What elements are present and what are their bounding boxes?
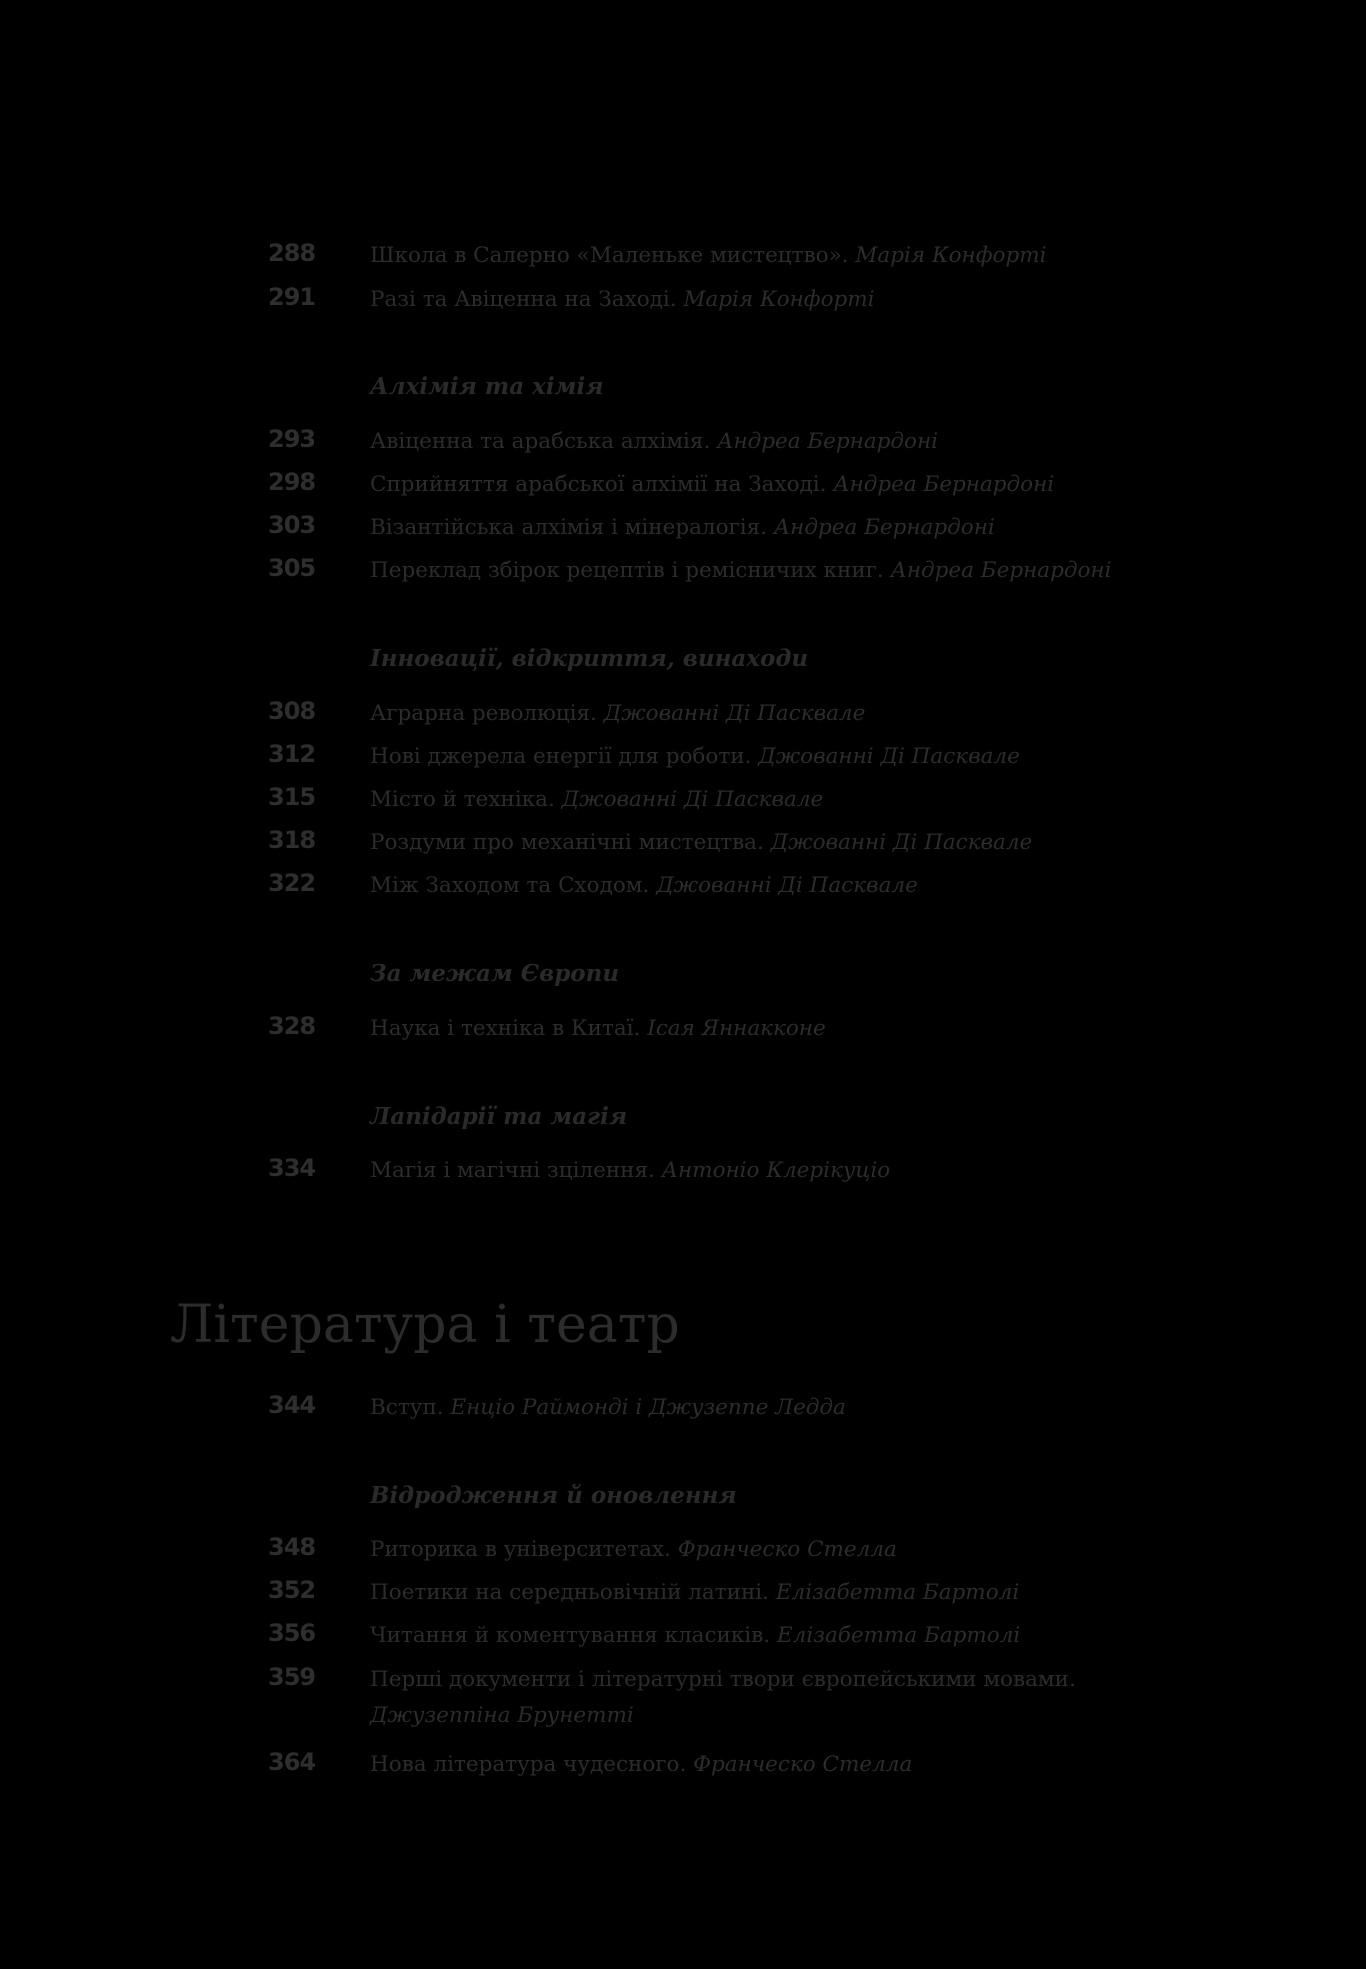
page-number: 364	[268, 1748, 316, 1776]
section-heading: За межам Європи	[370, 960, 620, 987]
page-number: 352	[268, 1576, 316, 1604]
toc-entry[interactable]	[0, 694, 1366, 738]
page-number: 315	[268, 783, 316, 811]
page-number: 334	[268, 1154, 316, 1182]
part-title: Література і театр	[170, 1295, 680, 1355]
entry-author: Андреа Бернардоні	[833, 472, 1055, 497]
toc-entry[interactable]	[0, 465, 1366, 509]
entry-text	[370, 1662, 1190, 1734]
entry-text	[370, 424, 1200, 460]
page-number: 344	[268, 1391, 316, 1419]
entry-author: Джованні Ді Пасквале	[758, 744, 1020, 769]
page-number: 303	[268, 511, 316, 539]
entry-text	[370, 696, 1200, 732]
toc-entry[interactable]	[0, 280, 1366, 324]
page-number: 318	[268, 826, 316, 854]
toc-entry[interactable]	[0, 422, 1366, 466]
entry-text	[370, 553, 1200, 589]
entry-title: Наука і техніка в Китаї.	[370, 1016, 641, 1041]
toc-entry[interactable]	[0, 1151, 1366, 1195]
toc-entry[interactable]	[0, 236, 1366, 280]
entry-title: Аграрна революція.	[370, 701, 597, 726]
entry-title: Вступ.	[370, 1395, 444, 1420]
entry-title: Риторика в університетах.	[370, 1537, 671, 1562]
entry-text	[370, 1747, 1200, 1783]
entry-author: Ісая Яннакконе	[647, 1016, 826, 1041]
entry-author: Андреа Бернардоні	[890, 558, 1112, 583]
entry-author: Джованні Ді Пасквале	[656, 873, 918, 898]
entry-text	[370, 282, 1200, 318]
entry-author: Джованні Ді Пасквале	[561, 787, 824, 812]
section-heading: Лапідарії та магія	[370, 1103, 628, 1130]
entry-title: Перші документи і літературні твори європейськими мовами.	[370, 1667, 1076, 1692]
entry-author: Марія Конфорті	[683, 287, 875, 312]
entry-text	[370, 1011, 1200, 1047]
entry-title: Магія і магічні зцілення.	[370, 1158, 655, 1183]
page-number: 305	[268, 554, 316, 582]
entry-title: Авіценна та арабська алхімія.	[370, 429, 711, 454]
entry-text	[370, 1575, 1200, 1611]
page-number: 312	[268, 740, 316, 768]
entry-text	[370, 467, 1200, 503]
toc-entry[interactable]	[0, 780, 1366, 824]
entry-title: Місто й техніка.	[370, 787, 555, 812]
entry-text	[370, 238, 1200, 274]
entry-author: Енціо Раймонді і Джузеппе Ледда	[450, 1395, 846, 1420]
page-number: 291	[268, 283, 316, 311]
section-heading: Алхімія та хімія	[370, 373, 604, 400]
entry-text	[370, 1532, 1200, 1568]
toc-entry[interactable]	[0, 1009, 1366, 1053]
entry-text	[370, 825, 1200, 861]
entry-title: Сприйняття арабської алхімії на Заході.	[370, 472, 827, 497]
toc-entry[interactable]	[0, 1616, 1366, 1660]
entry-title: Читання й коментування класиків.	[370, 1623, 771, 1648]
entry-author: Антоніо Клерікуціо	[661, 1158, 891, 1183]
entry-text	[370, 1618, 1200, 1654]
entry-title: Разі та Авіценна на Заході.	[370, 287, 677, 312]
entry-author: Франческо Стелла	[677, 1537, 897, 1562]
toc-entry[interactable]	[0, 1660, 1366, 1740]
page-number: 293	[268, 425, 316, 453]
page-number: 348	[268, 1533, 316, 1561]
page-number: 288	[268, 239, 316, 267]
section-heading: Інновації, відкриття, винаходи	[370, 645, 809, 672]
toc-entry[interactable]	[0, 551, 1366, 595]
entry-text	[370, 510, 1200, 546]
entry-title: Роздуми про механічні мистецтва.	[370, 830, 764, 855]
entry-text	[370, 1390, 1200, 1426]
entry-text	[370, 739, 1200, 775]
entry-title: Між Заходом та Сходом.	[370, 873, 650, 898]
page-number: 328	[268, 1012, 316, 1040]
entry-text	[370, 868, 1200, 904]
page-number: 359	[268, 1663, 316, 1691]
entry-title: Переклад збірок рецептів і ремісничих книг.	[370, 558, 884, 583]
page-number: 356	[268, 1619, 316, 1647]
entry-title: Поетики на середньовічній латині.	[370, 1580, 769, 1605]
toc-entry[interactable]	[0, 1573, 1366, 1617]
entry-author: Андреа Бернардоні	[773, 515, 995, 540]
toc-entry[interactable]	[0, 737, 1366, 781]
entry-text	[370, 1153, 1200, 1189]
page-number: 308	[268, 697, 316, 725]
entry-author: Андреа Бернардоні	[717, 429, 939, 454]
entry-title: Візантійська алхімія і мінералогія.	[370, 515, 768, 540]
entry-title: Нова література чудесного.	[370, 1752, 687, 1777]
page-number: 322	[268, 869, 316, 897]
toc-entry[interactable]	[0, 1388, 1366, 1432]
toc-entry[interactable]	[0, 823, 1366, 867]
entry-title: Нові джерела енергії для роботи.	[370, 744, 752, 769]
toc-entry[interactable]	[0, 1745, 1366, 1789]
section-heading: Відродження й оновлення	[370, 1482, 737, 1509]
toc-entry[interactable]	[0, 1530, 1366, 1574]
toc-entry[interactable]	[0, 866, 1366, 910]
toc-entry[interactable]	[0, 508, 1366, 552]
page-number: 298	[268, 468, 316, 496]
entry-author: Елізабетта Бартолі	[776, 1623, 1021, 1648]
entry-author: Марія Конфорті	[855, 243, 1047, 268]
entry-author: Джованні Ді Пасквале	[603, 701, 866, 726]
entry-author: Джузеппіна Брунетті	[370, 1703, 634, 1728]
entry-author: Елізабетта Бартолі	[775, 1580, 1020, 1605]
entry-author: Джованні Ді Пасквале	[770, 830, 1033, 855]
entry-text	[370, 782, 1200, 818]
entry-title: Школа в Салерно «Маленьке мистецтво».	[370, 243, 849, 268]
entry-author: Франческо Стелла	[693, 1752, 913, 1777]
